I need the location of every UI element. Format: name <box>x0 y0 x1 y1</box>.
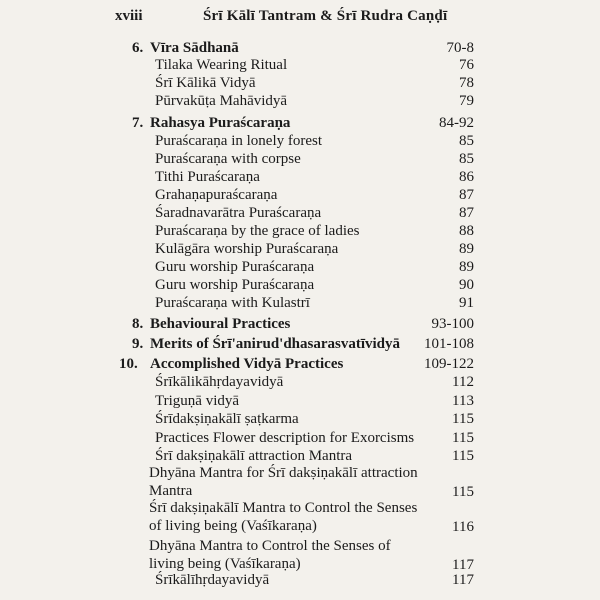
toc-page-number: 89 <box>459 241 474 257</box>
toc-page-number: 87 <box>459 205 474 221</box>
toc-page-number: 85 <box>459 151 474 167</box>
toc-section-title: Vīra Sādhanā <box>150 40 239 56</box>
toc-item-row <box>0 570 600 592</box>
toc-page-number: 76 <box>459 57 474 73</box>
toc-section-row <box>0 334 600 356</box>
toc-page-number: 115 <box>452 411 474 427</box>
toc-item-title: Pūrvakūṭa Mahāvidyā <box>155 93 288 109</box>
toc-item-title: Dhyāna Mantra for Śrī dakṣiṇakālī attraction Mantra <box>149 465 418 499</box>
toc-item-row <box>0 293 600 315</box>
toc-page-number: 91 <box>459 295 474 311</box>
toc-section-number: 8. <box>132 316 144 332</box>
toc-section-title: Behavioural Practices <box>150 316 291 332</box>
toc-item-title: Grahaṇapuraścaraṇa <box>155 187 278 203</box>
toc-item-title: Puraścaraṇa with corpse <box>155 151 301 167</box>
toc-page-number: 112 <box>452 374 474 390</box>
toc-section-number: 6. <box>132 40 144 56</box>
toc-section-title: Merits of Śrī'anirud'dhasarasvatīvidyā <box>150 336 401 352</box>
toc-item-title: Triguṇā vidyā <box>155 393 240 409</box>
toc-page-number: 88 <box>459 223 474 239</box>
toc-page-number: 109-122 <box>424 356 474 372</box>
toc-section-title: Rahasya Puraścaraṇa <box>150 115 291 131</box>
toc-page-number: 90 <box>459 277 474 293</box>
toc-page-number: 85 <box>459 133 474 149</box>
toc-item-title: Śrīdakṣiṇakālī ṣaṭkarma <box>155 411 299 427</box>
toc-item-title: Śrī dakṣiṇakālī attraction Mantra <box>155 448 353 464</box>
toc-page-number: 117 <box>452 572 474 588</box>
toc-item-title: Puraścaraṇa by the grace of ladies <box>155 223 360 239</box>
toc-item-row <box>0 499 600 539</box>
toc-item-title: Puraścaraṇa in lonely forest <box>155 133 323 149</box>
toc-item-title: Guru worship Puraścaraṇa <box>155 259 315 275</box>
toc-page-number: 113 <box>452 393 474 409</box>
toc-page-number: 115 <box>452 484 474 500</box>
toc-item-title: Guru worship Puraścaraṇa <box>155 277 315 293</box>
toc-page-number: 89 <box>459 259 474 275</box>
toc-page-number: 70-8 <box>446 40 474 56</box>
toc-page-number: 115 <box>452 430 474 446</box>
toc-item-row <box>0 464 600 504</box>
toc-item-title: Practices Flower description for Exorcisms <box>155 430 415 446</box>
toc-page-number: 116 <box>452 519 474 535</box>
toc-section-number: 10. <box>119 356 138 372</box>
toc-page-number: 87 <box>459 187 474 203</box>
toc-item-title: Śrīkālīhṛdayavidyā <box>155 572 270 588</box>
toc-section-title: Accomplished Vidyā Practices <box>150 356 344 372</box>
toc-item-title: Dhyāna Mantra to Control the Senses of living being (Vaśīkaraṇa) <box>149 538 391 572</box>
toc-item-title: Śrīkālikāhṛdayavidyā <box>155 374 284 390</box>
toc-item-title: Śrī Kālikā Vidyā <box>155 75 256 91</box>
header-title: Śrī Kālī Tantram & Śrī Rudra Caṇḍī <box>203 8 448 24</box>
toc-section-number: 7. <box>132 115 144 131</box>
toc-page-number: 117 <box>452 557 474 573</box>
header-page-number: xviii <box>115 8 143 24</box>
toc-section-number: 9. <box>132 336 144 352</box>
toc-item-title: Śaradnavarātra Puraścaraṇa <box>155 205 322 221</box>
toc-item-title: Śrī dakṣiṇakālī Mantra to Control the Senses of living being (Vaśīkaraṇa) <box>149 500 418 534</box>
toc-page-number: 78 <box>459 75 474 91</box>
toc-item-title: Kulāgāra worship Puraścaraṇa <box>155 241 339 257</box>
toc-page-number: 101-108 <box>424 336 474 352</box>
toc-item-title: Tilaka Wearing Ritual <box>155 57 288 73</box>
toc-page-number: 115 <box>452 448 474 464</box>
toc-page-number: 93-100 <box>431 316 474 332</box>
toc-item-row <box>0 91 600 113</box>
toc-page-number: 84-92 <box>439 115 474 131</box>
toc-item-title: Tithi Puraścaraṇa <box>155 169 260 185</box>
toc-section-row <box>0 314 600 336</box>
toc-page-number: 79 <box>459 93 474 109</box>
toc-item-title: Puraścaraṇa with Kulastrī <box>155 295 310 311</box>
toc-page-number: 86 <box>459 169 474 185</box>
